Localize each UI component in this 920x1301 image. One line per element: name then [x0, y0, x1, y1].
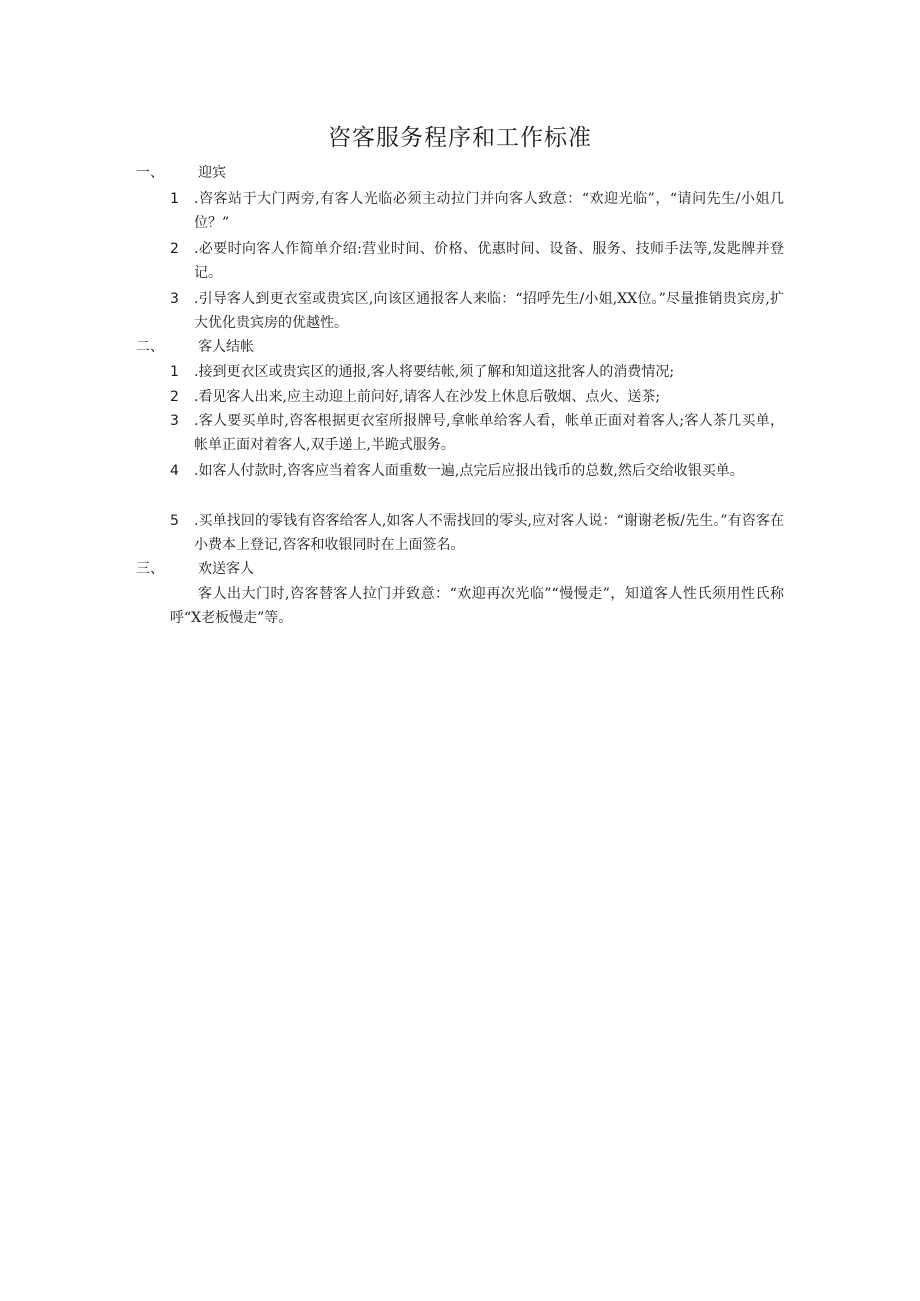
item-text: .咨客站于大门两旁,有客人光临必须主动拉门并向客人致意：“欢迎光临”，“请问先生/小姐几位？” [194, 191, 784, 231]
item-text: .买单找回的零钱有咨客给客人,如客人不需找回的零头,应对客人说：“谢谢老板/先生。”有咨客在小费本上登记,咨客和收银同时在上面签名。 [194, 513, 784, 553]
item-number: 3 [170, 291, 179, 307]
item-text: .看见客人出来,应主动迎上前问好,请客人在沙发上休息后敬烟、点火、送茶; [194, 389, 661, 405]
item-number: 1 [170, 364, 179, 380]
list-item [170, 237, 784, 285]
section-number: 一、 [136, 165, 164, 181]
list-item [170, 459, 784, 483]
item-text: .引导客人到更衣室或贵宾区,向该区通报客人来临：“招呼先生/小姐,XX位。”尽量推销贵宾房,扩大优化贵宾房的优越性。 [194, 291, 784, 331]
item-number: 2 [170, 241, 179, 257]
item-text: .如客人付款时,咨客应当着客人面重数一遍,点完后应报出钱币的总数,然后交给收银买单。 [194, 463, 744, 479]
list-item [170, 385, 784, 409]
item-number: 2 [170, 389, 179, 405]
section-heading-checkout [136, 336, 254, 358]
section-number: 三、 [136, 561, 164, 577]
item-number: 4 [170, 463, 179, 479]
document-title: 咨客服务程序和工作标准 [328, 125, 592, 151]
list-item [170, 409, 784, 457]
item-text: .必要时向客人作简单介绍:营业时间、价格、优惠时间、设备、服务、技师手法等,发匙牌并登记。 [194, 241, 784, 281]
section-heading-farewell [136, 558, 254, 580]
item-number: 1 [170, 191, 179, 207]
item-number: 5 [170, 513, 179, 529]
section-number: 二、 [136, 339, 164, 355]
section-title: 迎宾 [198, 165, 226, 181]
list-item [170, 360, 784, 384]
section-title: 欢送客人 [198, 561, 254, 577]
list-item [170, 187, 784, 235]
list-item [170, 287, 784, 335]
item-text: .接到更衣区或贵宾区的通报,客人将要结帐,须了解和知道这批客人的消费情况; [194, 364, 675, 380]
item-text: .客人要买单时,咨客根据更衣室所报牌号,拿帐单给客人看，帐单正面对着客人;客人茶几买单，帐单正面对着客人,双手递上,半跪式服务。 [194, 413, 784, 453]
paragraph: 客人出大门时,咨客替客人拉门并致意：“欢迎再次光临”“慢慢走”，知道客人性氏须用性氏称呼“X老板慢走”等。 [170, 586, 784, 626]
section-heading-welcome [136, 162, 226, 184]
section-title: 客人结帐 [198, 339, 254, 355]
item-number: 3 [170, 413, 179, 429]
list-item [170, 509, 784, 557]
